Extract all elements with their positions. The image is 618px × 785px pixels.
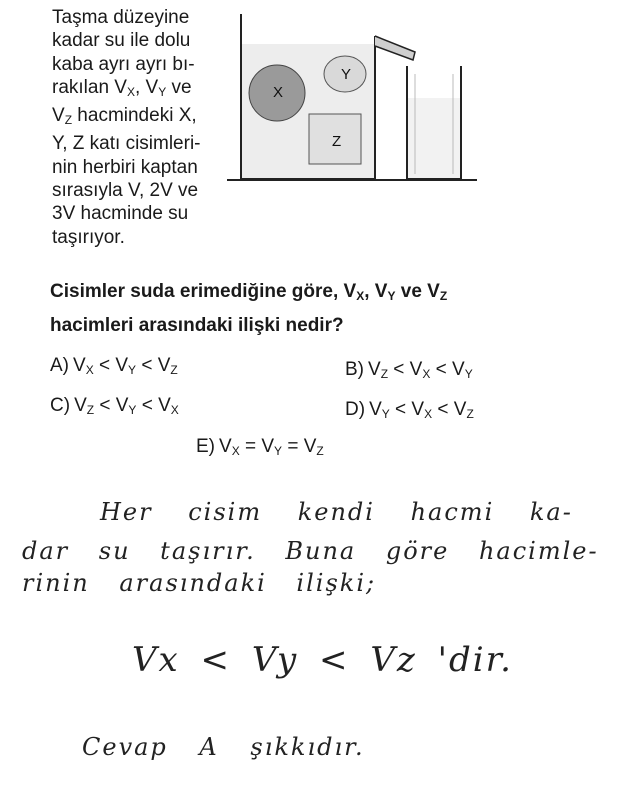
stem-line: sırasıyla V, 2V ve <box>52 180 199 202</box>
stem-line: rakılan $V_X$, $V_Y$ ve <box>52 76 192 99</box>
stem-line: 3V hacminde su <box>52 203 189 225</box>
option-letter: D) <box>345 399 366 420</box>
handwritten-line-3: rinin arasındaki ilişki; <box>22 569 377 597</box>
object-z-label: Z <box>332 133 342 150</box>
overflow-container-figure <box>225 6 485 192</box>
option-text: $V_X < V_Y < V_Z$ <box>73 355 178 377</box>
option-letter: C) <box>50 395 71 416</box>
spout <box>375 36 415 60</box>
beaker-water <box>408 98 460 178</box>
option-b[interactable] <box>345 358 473 386</box>
handwritten-cevap: Cevap A şıkkıdır. <box>82 733 365 761</box>
handwritten-answer: Vx < Vy < Vz 'dir. <box>132 640 513 680</box>
option-letter: E) <box>196 436 215 457</box>
option-text: $V_X = V_Y = V_Z$ <box>219 436 324 458</box>
handwritten-line-1: Her cisim kendi hacmi ka- <box>100 498 573 526</box>
stem-line: taşırıyor. <box>52 226 125 248</box>
option-text: $V_Y < V_X < V_Z$ <box>369 399 474 421</box>
handwritten-line-2: dar su taşırır. Buna göre hacimle- <box>22 537 599 565</box>
stem-line: kadar su ile dolu <box>52 30 191 52</box>
option-text: $V_Z < V_Y < V_X$ <box>74 395 179 417</box>
option-a[interactable] <box>50 354 178 382</box>
option-d[interactable] <box>345 398 474 426</box>
option-letter: A) <box>50 355 69 376</box>
object-x-label: X <box>273 84 284 101</box>
question-text <box>50 277 447 341</box>
stem-line: $V_Z$ hacmindeki X, <box>52 105 197 128</box>
stem-line: Y, Z katı cisimleri- <box>52 133 201 155</box>
question-line: Cisimler suda erimediğine göre, $V_X$, $V_Y$ ve $V_Z$ <box>50 281 448 303</box>
figure-svg <box>225 6 485 192</box>
option-e[interactable] <box>196 435 324 463</box>
object-y-label: Y <box>341 66 352 83</box>
option-letter: B) <box>345 359 364 380</box>
question-line: hacimleri arasındaki ilişki nedir? <box>50 315 344 336</box>
option-text: $V_Z < V_X < V_Y$ <box>368 359 473 381</box>
question-stem <box>52 6 201 249</box>
option-c[interactable] <box>50 394 179 422</box>
stem-line: Taşma düzeyine <box>52 7 190 28</box>
stem-line: nin herbiri kaptan <box>52 156 198 178</box>
stem-line: kaba ayrı ayrı bı- <box>52 53 195 75</box>
